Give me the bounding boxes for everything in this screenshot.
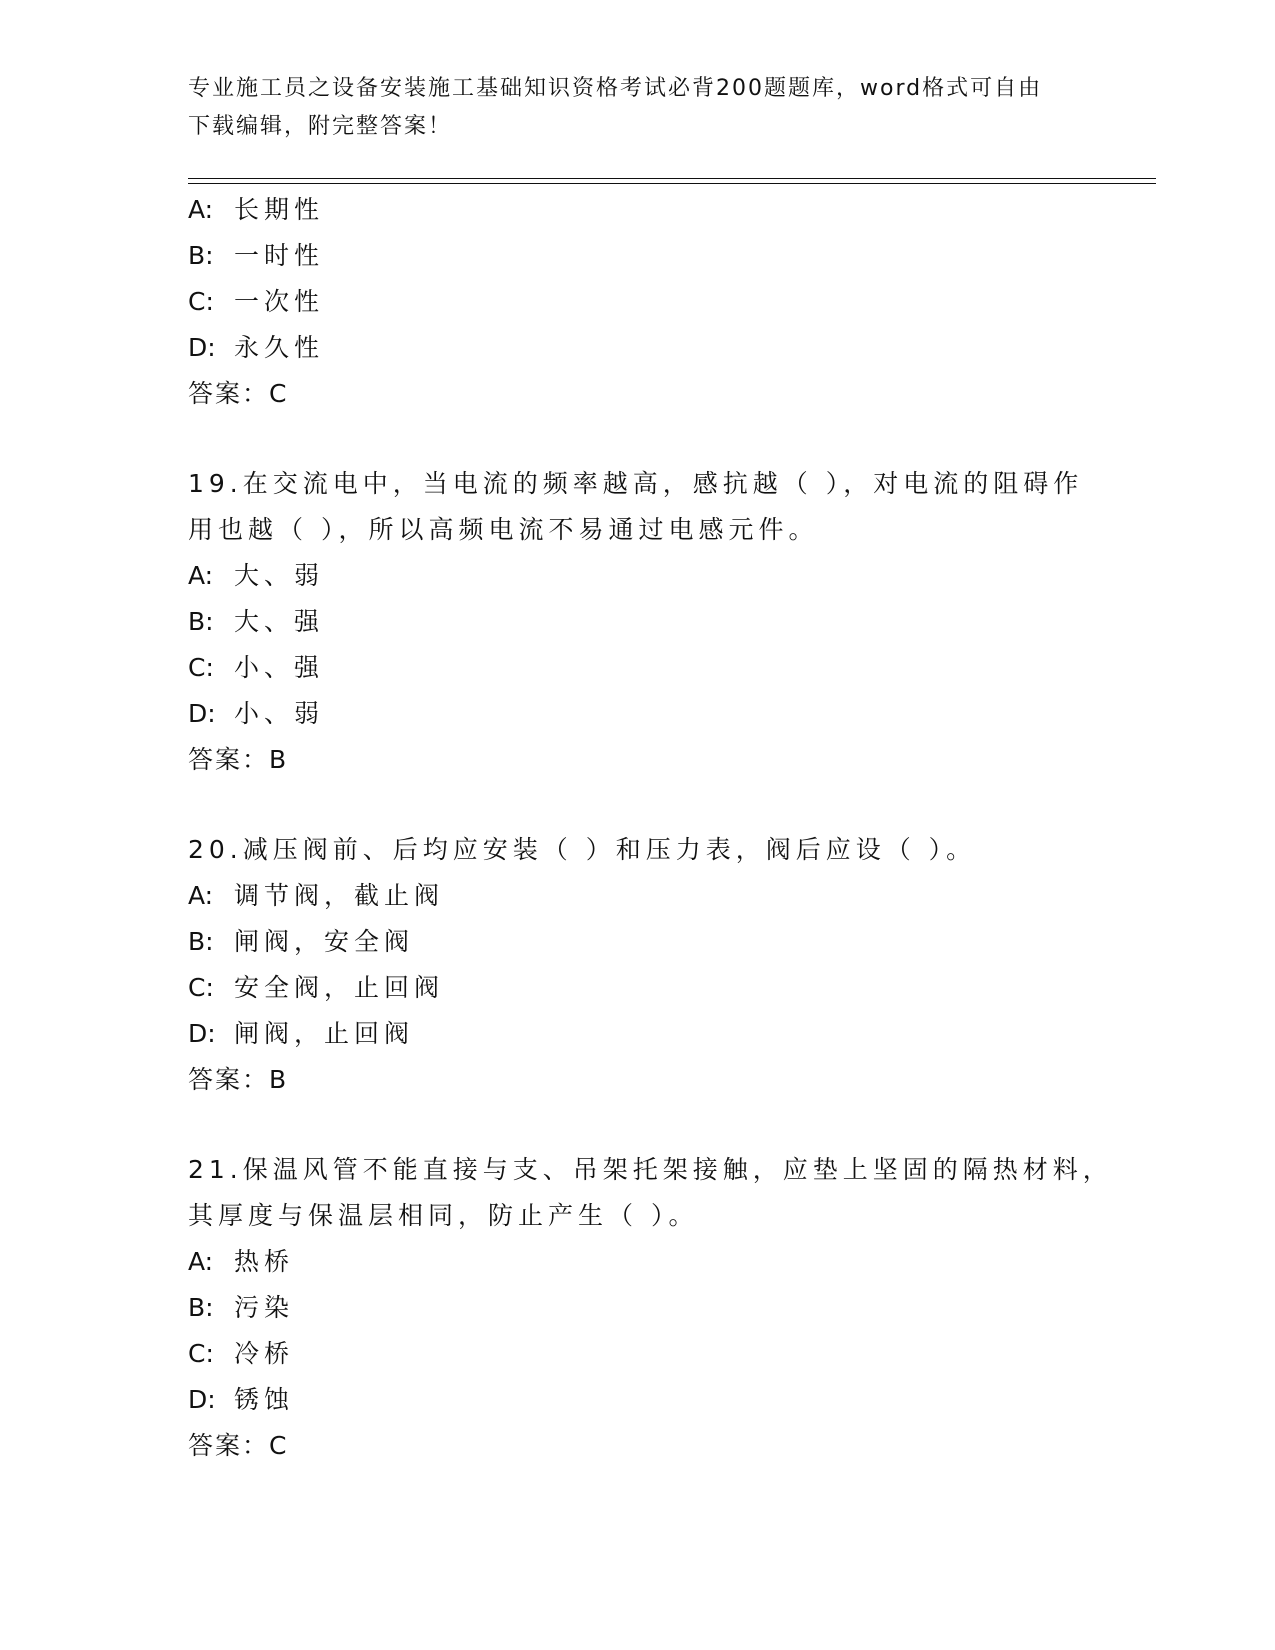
option-b <box>188 599 1088 645</box>
option-letter: B: <box>188 927 214 956</box>
header-title-line-1: 专业施工员之设备安装施工基础知识资格考试必背200题题库，word格式可自由 <box>188 76 1043 101</box>
option-text: 调节阀，截止阀 <box>234 881 445 910</box>
option-letter: C: <box>188 653 214 682</box>
header-title-line-2: 下载编辑，附完整答案！ <box>188 114 453 139</box>
spacer <box>188 417 1088 461</box>
question-block-21 <box>188 1147 1113 1469</box>
document-header <box>188 70 1068 146</box>
option-text: 闸阀，安全阀 <box>234 927 415 956</box>
answer-label: 答案：C <box>188 379 289 408</box>
option-letter: C: <box>188 973 214 1002</box>
header-divider-bottom <box>188 183 1156 184</box>
answer-label: 答案：B <box>188 1065 289 1094</box>
option-letter: B: <box>188 241 214 270</box>
header-divider-top <box>188 178 1156 179</box>
option-letter: D: <box>188 1385 216 1414</box>
option-letter: D: <box>188 699 216 728</box>
question-stem-line-1: 20.减压阀前、后均应安装（ ）和压力表，阀后应设（ ）。 <box>188 835 977 864</box>
option-letter: C: <box>188 287 214 316</box>
question-list <box>188 187 1113 1469</box>
option-letter: C: <box>188 1339 214 1368</box>
option-c <box>188 965 1088 1011</box>
option-text: 一次性 <box>234 287 325 316</box>
option-letter: D: <box>188 1019 216 1048</box>
option-a <box>188 553 1088 599</box>
question-stem-line-2: 其厚度与保温层相同，防止产生（ ）。 <box>188 1201 699 1230</box>
option-text: 一时性 <box>234 241 325 270</box>
option-c <box>188 279 1088 325</box>
option-text: 大、弱 <box>234 561 325 590</box>
option-letter: B: <box>188 1293 214 1322</box>
option-letter: A: <box>188 195 214 224</box>
option-letter: A: <box>188 561 214 590</box>
option-a <box>188 1239 1088 1285</box>
spacer <box>188 783 1088 827</box>
option-letter: A: <box>188 1247 214 1276</box>
option-text: 锈蚀 <box>234 1385 295 1414</box>
option-letter: D: <box>188 333 216 362</box>
question-block-19 <box>188 461 1088 783</box>
option-b <box>188 233 1088 279</box>
option-d <box>188 1377 1088 1423</box>
option-d <box>188 1011 1088 1057</box>
option-c <box>188 1331 1088 1377</box>
option-text: 污染 <box>234 1293 295 1322</box>
answer-label: 答案：C <box>188 1431 289 1460</box>
option-b <box>188 1285 1088 1331</box>
option-letter: B: <box>188 607 214 636</box>
option-text: 安全阀，止回阀 <box>234 973 445 1002</box>
answer-label: 答案：B <box>188 745 289 774</box>
spacer <box>188 1103 1088 1147</box>
question-block-18 <box>188 187 1088 417</box>
option-text: 小、弱 <box>234 699 325 728</box>
option-a <box>188 187 1088 233</box>
question-stem-line-2: 用也越（ ），所以高频电流不易通过电感元件。 <box>188 515 819 544</box>
option-b <box>188 919 1088 965</box>
question-stem-line-1: 21.保温风管不能直接与支、吊架托架接触，应垫上坚固的隔热材料， <box>188 1155 1113 1184</box>
option-text: 闸阀，止回阀 <box>234 1019 415 1048</box>
option-text: 长期性 <box>234 195 325 224</box>
question-stem-line-1: 19.在交流电中，当电流的频率越高，感抗越（ ），对电流的阻碍作 <box>188 469 1084 498</box>
option-d <box>188 691 1088 737</box>
option-c <box>188 645 1088 691</box>
option-text: 永久性 <box>234 333 325 362</box>
option-d <box>188 325 1088 371</box>
option-letter: A: <box>188 881 214 910</box>
option-text: 冷桥 <box>234 1339 295 1368</box>
option-text: 小、强 <box>234 653 325 682</box>
option-a <box>188 873 1088 919</box>
option-text: 大、强 <box>234 607 325 636</box>
option-text: 热桥 <box>234 1247 295 1276</box>
question-block-20 <box>188 827 1088 1103</box>
